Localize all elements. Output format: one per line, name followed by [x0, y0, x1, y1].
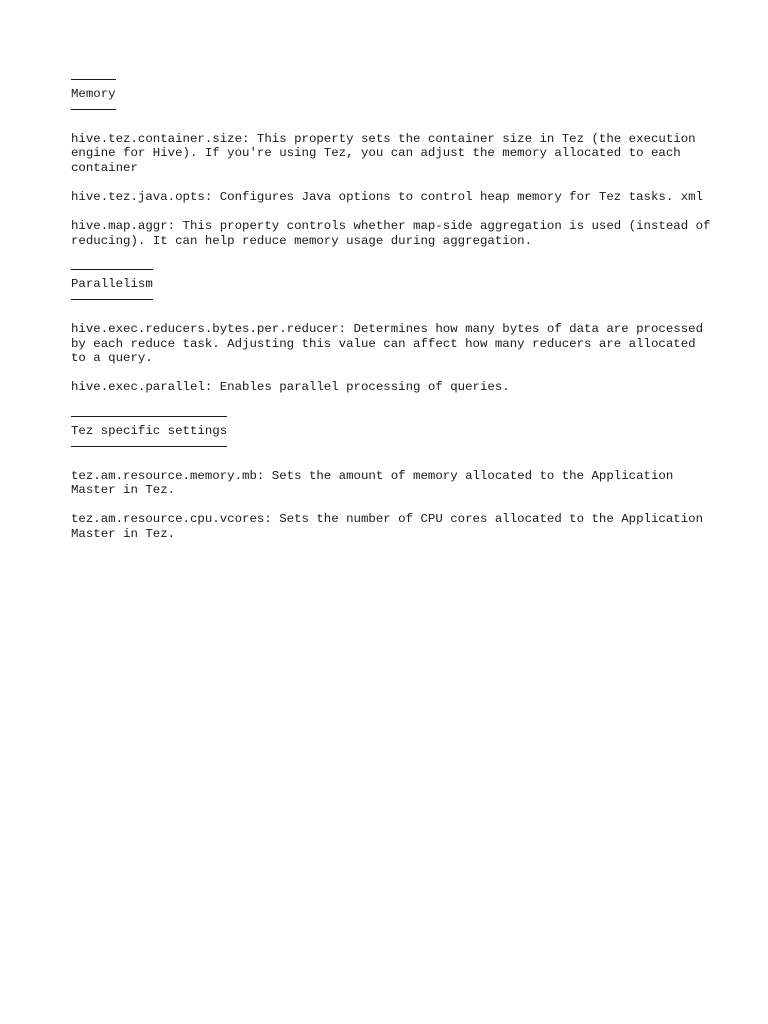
paragraph-tez-am-resource-cpu-vcores: tez.am.resource.cpu.vcores: Sets the number of CPU cores allocated to the Application Master in Tez. — [71, 512, 704, 541]
section-heading: Parallelism — [71, 277, 153, 292]
section-heading-block — [71, 79, 116, 110]
paragraph-hive-exec-parallel: hive.exec.parallel: Enables parallel processing of queries. — [71, 380, 510, 395]
section-heading-block — [71, 269, 153, 300]
section-tez-specific-settings — [71, 395, 711, 542]
heading-rule-bottom — [71, 299, 153, 300]
section-parallelism — [71, 248, 711, 395]
heading-rule-bottom — [71, 109, 116, 110]
heading-rule-bottom — [71, 446, 227, 447]
paragraph-hive-tez-java-opts: hive.tez.java.opts: Configures Java options to control heap memory for Tez tasks. xml — [71, 189, 704, 204]
section-heading: Memory — [71, 87, 116, 101]
paragraph-hive-tez-container-size: hive.tez.container.size: This property sets the container size in Tez (the execution engine for Hive). If you're using Tez, you can adjust the memory allocated to each container — [71, 131, 696, 175]
paragraph-hive-map-aggr: hive.map.aggr: This property controls whether map-side aggregation is used (instead of reducing). It can help reduce memory usage during aggregation. — [71, 219, 711, 248]
section-memory — [71, 79, 711, 248]
document-page — [71, 79, 711, 541]
paragraph-tez-am-resource-memory-mb: tez.am.resource.memory.mb: Sets the amount of memory allocated to the Application Master in Tez. — [71, 468, 674, 498]
section-heading: Tez specific settings — [71, 423, 228, 438]
paragraph-hive-exec-reducers-bytes-per-reducer: hive.exec.reducers.bytes.per.reducer: Determines how many bytes of data are processed by each reduce task. Adjusting this value can affect how many reducers are allocated to a query. — [71, 321, 704, 366]
section-heading-block — [71, 416, 227, 447]
